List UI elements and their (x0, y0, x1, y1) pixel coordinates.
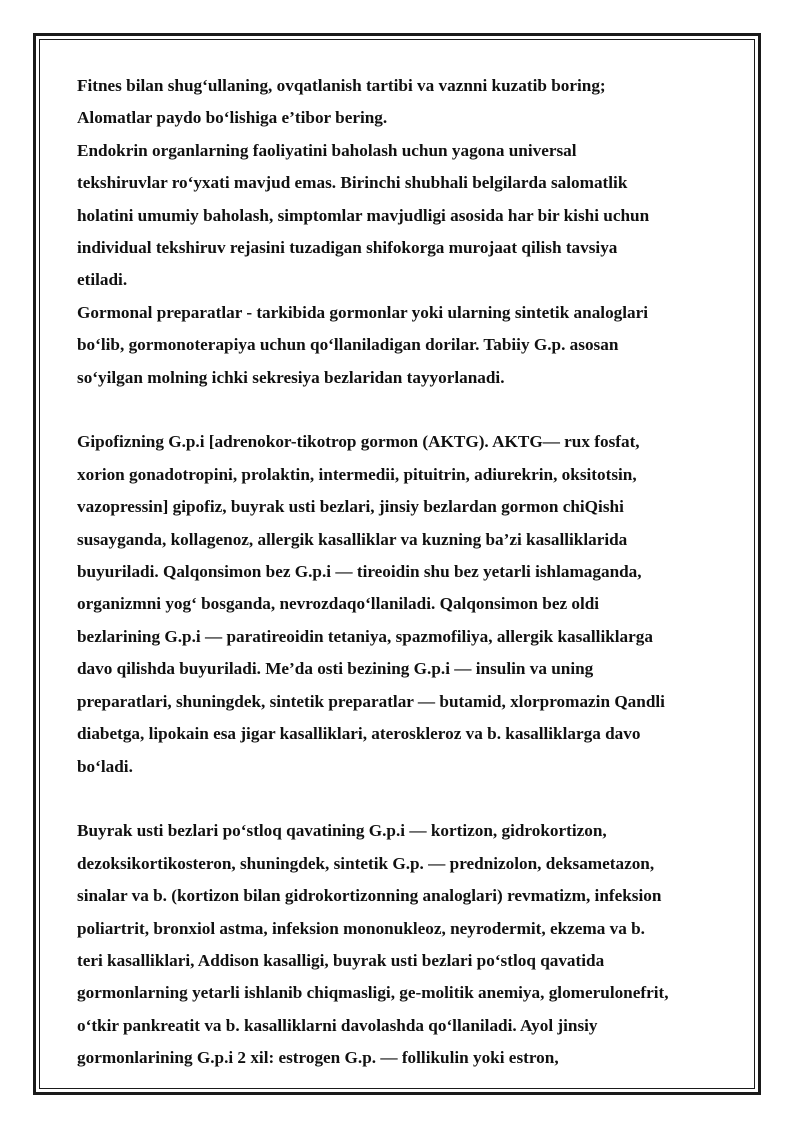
text-line: Endokrin organlarning faoliyatini baholash uchun yagona universal (77, 140, 577, 160)
text-line: etiladi. (77, 270, 128, 290)
text-line: sinalar va b. (kortizon bilan gidrokortizonning analoglari) revmatizm, infeksion (77, 886, 662, 906)
text-line: gormonlarining G.p.i 2 xil: estrogen G.p. — follikulin yoki estron, (77, 1048, 559, 1068)
text-line: dezoksikortikosteron, shuningdek, sintetik G.p. — prednizolon, deksametazon, (77, 853, 655, 873)
text-line: Alomatlar paydo bo‘lishiga e’tibor bering. (77, 108, 388, 128)
text-line: tekshiruvlar ro‘yxati mavjud emas. Birinchi shubhali belgilarda salomatlik (77, 173, 628, 193)
text-line: organizmni yog‘ bosganda, nevrozdaqo‘llaniladi. Qalqonsimon bez oldi (77, 594, 600, 614)
text-line: bo‘ladi. (77, 756, 133, 776)
text-line: davo qilishda buyuriladi. Me’da osti bezining G.p.i — insulin va uning (77, 659, 594, 679)
paragraph-2 (77, 426, 727, 782)
text-line: holatini umumiy baholash, simptomlar mavjudligi asosida har bir kishi uchun (77, 205, 650, 225)
paragraph-spacer (77, 783, 727, 815)
text-line: teri kasalliklari, Addison kasalligi, buyrak usti bezlari po‘stloq qavatida (77, 950, 605, 970)
text-line: poliartrit, bronxiol astma, infeksion mononukleoz, neyrodermit, ekzema va b. (77, 918, 645, 938)
text-line: Buyrak usti bezlari po‘stloq qavatining G.p.i — kortizon, gidrokortizon, (77, 821, 607, 841)
text-line: buyuriladi. Qalqonsimon bez G.p.i — tireoidin shu bez yetarli ishlamaganda, (77, 562, 642, 582)
text-line: xorion gonadotropini, prolaktin, intermedii, pituitrin, adiurekrin, oksitotsin, (77, 464, 637, 484)
paragraph-1 (77, 70, 727, 394)
text-line: Fitnes bilan shug‘ullaning, ovqatlanish tartibi va vaznni kuzatib boring; (77, 76, 606, 95)
document-body (77, 70, 727, 1075)
text-line: o‘tkir pankreatit va b. kasalliklarni davolashda qo‘llaniladi. Ayol jinsiy (77, 1015, 598, 1035)
text-line: Gipofizning G.p.i [adrenokor-tikotrop gormon (AKTG). AKTG— rux fosfat, (77, 432, 640, 452)
text-line: bezlarining G.p.i — paratireoidin tetaniya, spazmofiliya, allergik kasalliklarga (77, 626, 653, 646)
text-line: Gormonal preparatlar - tarkibida gormonlar yoki ularning sintetik analoglari (77, 302, 649, 322)
paragraph-3 (77, 815, 727, 1074)
text-line: individual tekshiruv rejasini tuzadigan shifokorga murojaat qilish tavsiya (77, 238, 618, 258)
text-line: so‘yilgan molning ichki sekresiya bezlaridan tayyorlanadi. (77, 367, 505, 387)
text-line: bo‘lib, gormonoterapiya uchun qo‘llaniladigan dorilar. Tabiiy G.p. asosan (77, 335, 619, 355)
text-line: susayganda, kollagenoz, allergik kasalliklar va kuzning ba’zi kasalliklarida (77, 529, 628, 549)
text-line: gormonlarning yetarli ishlanib chiqmasligi, ge-molitik anemiya, glomerulonefrit, (77, 983, 669, 1003)
text-line: diabetga, lipokain esa jigar kasalliklari, ateroskleroz va b. kasalliklarga davo (77, 724, 641, 744)
text-line: preparatlari, shuningdek, sintetik preparatlar — butamid, xlorpromazin Qandli (77, 691, 665, 711)
text-line: vazopressin] gipofiz, buyrak usti bezlari, jinsiy bezlardan gormon chiQishi (77, 497, 624, 517)
paragraph-spacer (77, 394, 727, 426)
